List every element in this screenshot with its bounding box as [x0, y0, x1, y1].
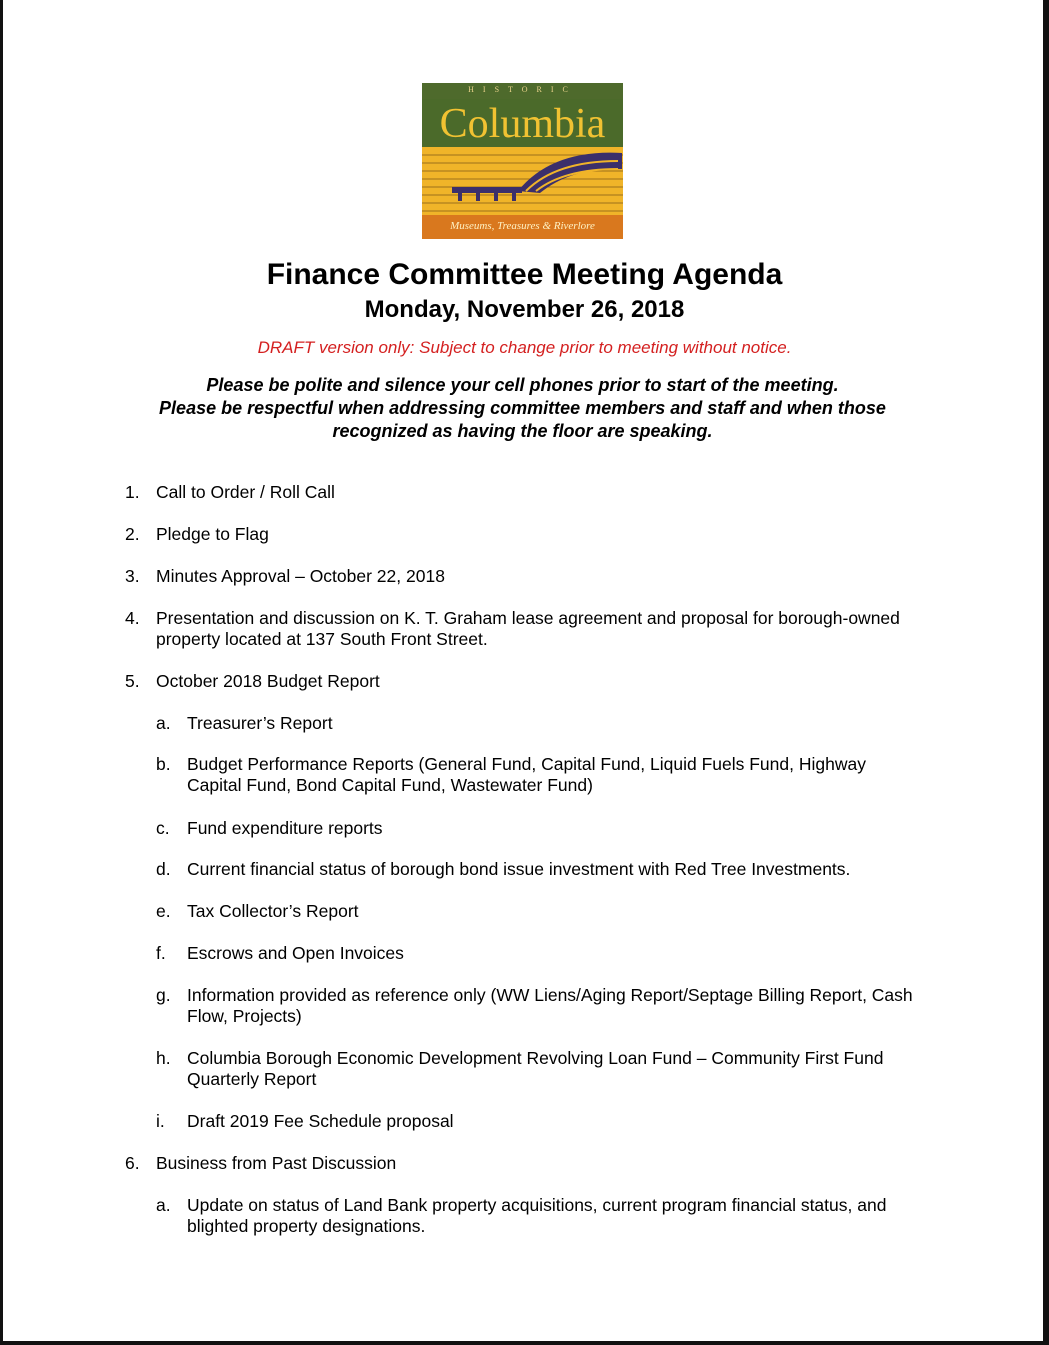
- subitem-letter: g.: [156, 985, 171, 1005]
- subitem-text: Draft 2019 Fee Schedule proposal: [187, 1111, 454, 1131]
- subitem-text: Current financial status of borough bond issue investment with Red Tree Investments.: [187, 859, 851, 879]
- subitem-letter: f.: [156, 943, 166, 963]
- item-text: Pledge to Flag: [156, 524, 269, 544]
- item-number: 5.: [125, 671, 140, 691]
- historic-columbia-logo: [422, 83, 623, 239]
- conduct-line-2: Please be respectful when addressing committee members and staff and when those recognized as having the floor are speaking.: [159, 398, 886, 441]
- subitem-text: Columbia Borough Economic Development Revolving Loan Fund – Community First Fund Quarterly Report: [187, 1048, 884, 1089]
- subitem-letter: b.: [156, 754, 171, 774]
- conduct-notice: [120, 374, 925, 443]
- page-title: Finance Committee Meeting Agenda: [266, 258, 783, 291]
- item-number: 6.: [125, 1153, 140, 1173]
- subitem-text: Fund expenditure reports: [187, 818, 383, 838]
- item-number: 3.: [125, 566, 140, 586]
- subitem-letter: e.: [156, 901, 171, 921]
- subitem-letter: c.: [156, 818, 170, 838]
- subitem-text: Budget Performance Reports (General Fund, Capital Fund, Liquid Fuels Fund, Highway Capital Fund, Bond Capital Fund, Wastewater Fund): [187, 754, 866, 795]
- item-number: 1.: [125, 482, 140, 502]
- item-text: Business from Past Discussion: [156, 1153, 397, 1173]
- item-number: 2.: [125, 524, 140, 544]
- subitem-text: Escrows and Open Invoices: [187, 943, 404, 963]
- subitem-text: Treasurer’s Report: [187, 713, 333, 733]
- subitem-text: Information provided as reference only (WW Liens/Aging Report/Septage Billing Report, Cash Flow, Projects): [187, 985, 913, 1026]
- logo-historic-text: HISTORIC: [468, 85, 577, 94]
- meeting-date: Monday, November 26, 2018: [364, 296, 685, 323]
- logo-tagline: Museums, Treasures & Riverlore: [450, 220, 595, 232]
- item-number: 4.: [125, 608, 140, 628]
- bridge-illustration: [422, 147, 623, 215]
- draft-notice: DRAFT version only: Subject to change prior to meeting without notice.: [257, 338, 792, 357]
- item-text: Presentation and discussion on K. T. Graham lease agreement and proposal for borough-owned property located at 137 South Front Street.: [156, 608, 900, 649]
- logo-bridge-art: [422, 147, 623, 215]
- subitem-letter: a.: [156, 713, 171, 733]
- subitem-letter: d.: [156, 859, 171, 879]
- logo-name: Columbia: [439, 101, 606, 147]
- item-text: Call to Order / Roll Call: [156, 482, 335, 502]
- subitem-letter: a.: [156, 1195, 171, 1215]
- item-text: October 2018 Budget Report: [156, 671, 380, 691]
- item-text: Minutes Approval – October 22, 2018: [156, 566, 445, 586]
- subitem-text: Tax Collector’s Report: [187, 901, 359, 921]
- subitem-letter: h.: [156, 1048, 171, 1068]
- conduct-line-1: Please be polite and silence your cell phones prior to start of the meeting.: [206, 375, 839, 395]
- subitem-text: Update on status of Land Bank property acquisitions, current program financial status, and blighted property designations.: [187, 1195, 887, 1236]
- subitem-letter: i.: [156, 1111, 165, 1131]
